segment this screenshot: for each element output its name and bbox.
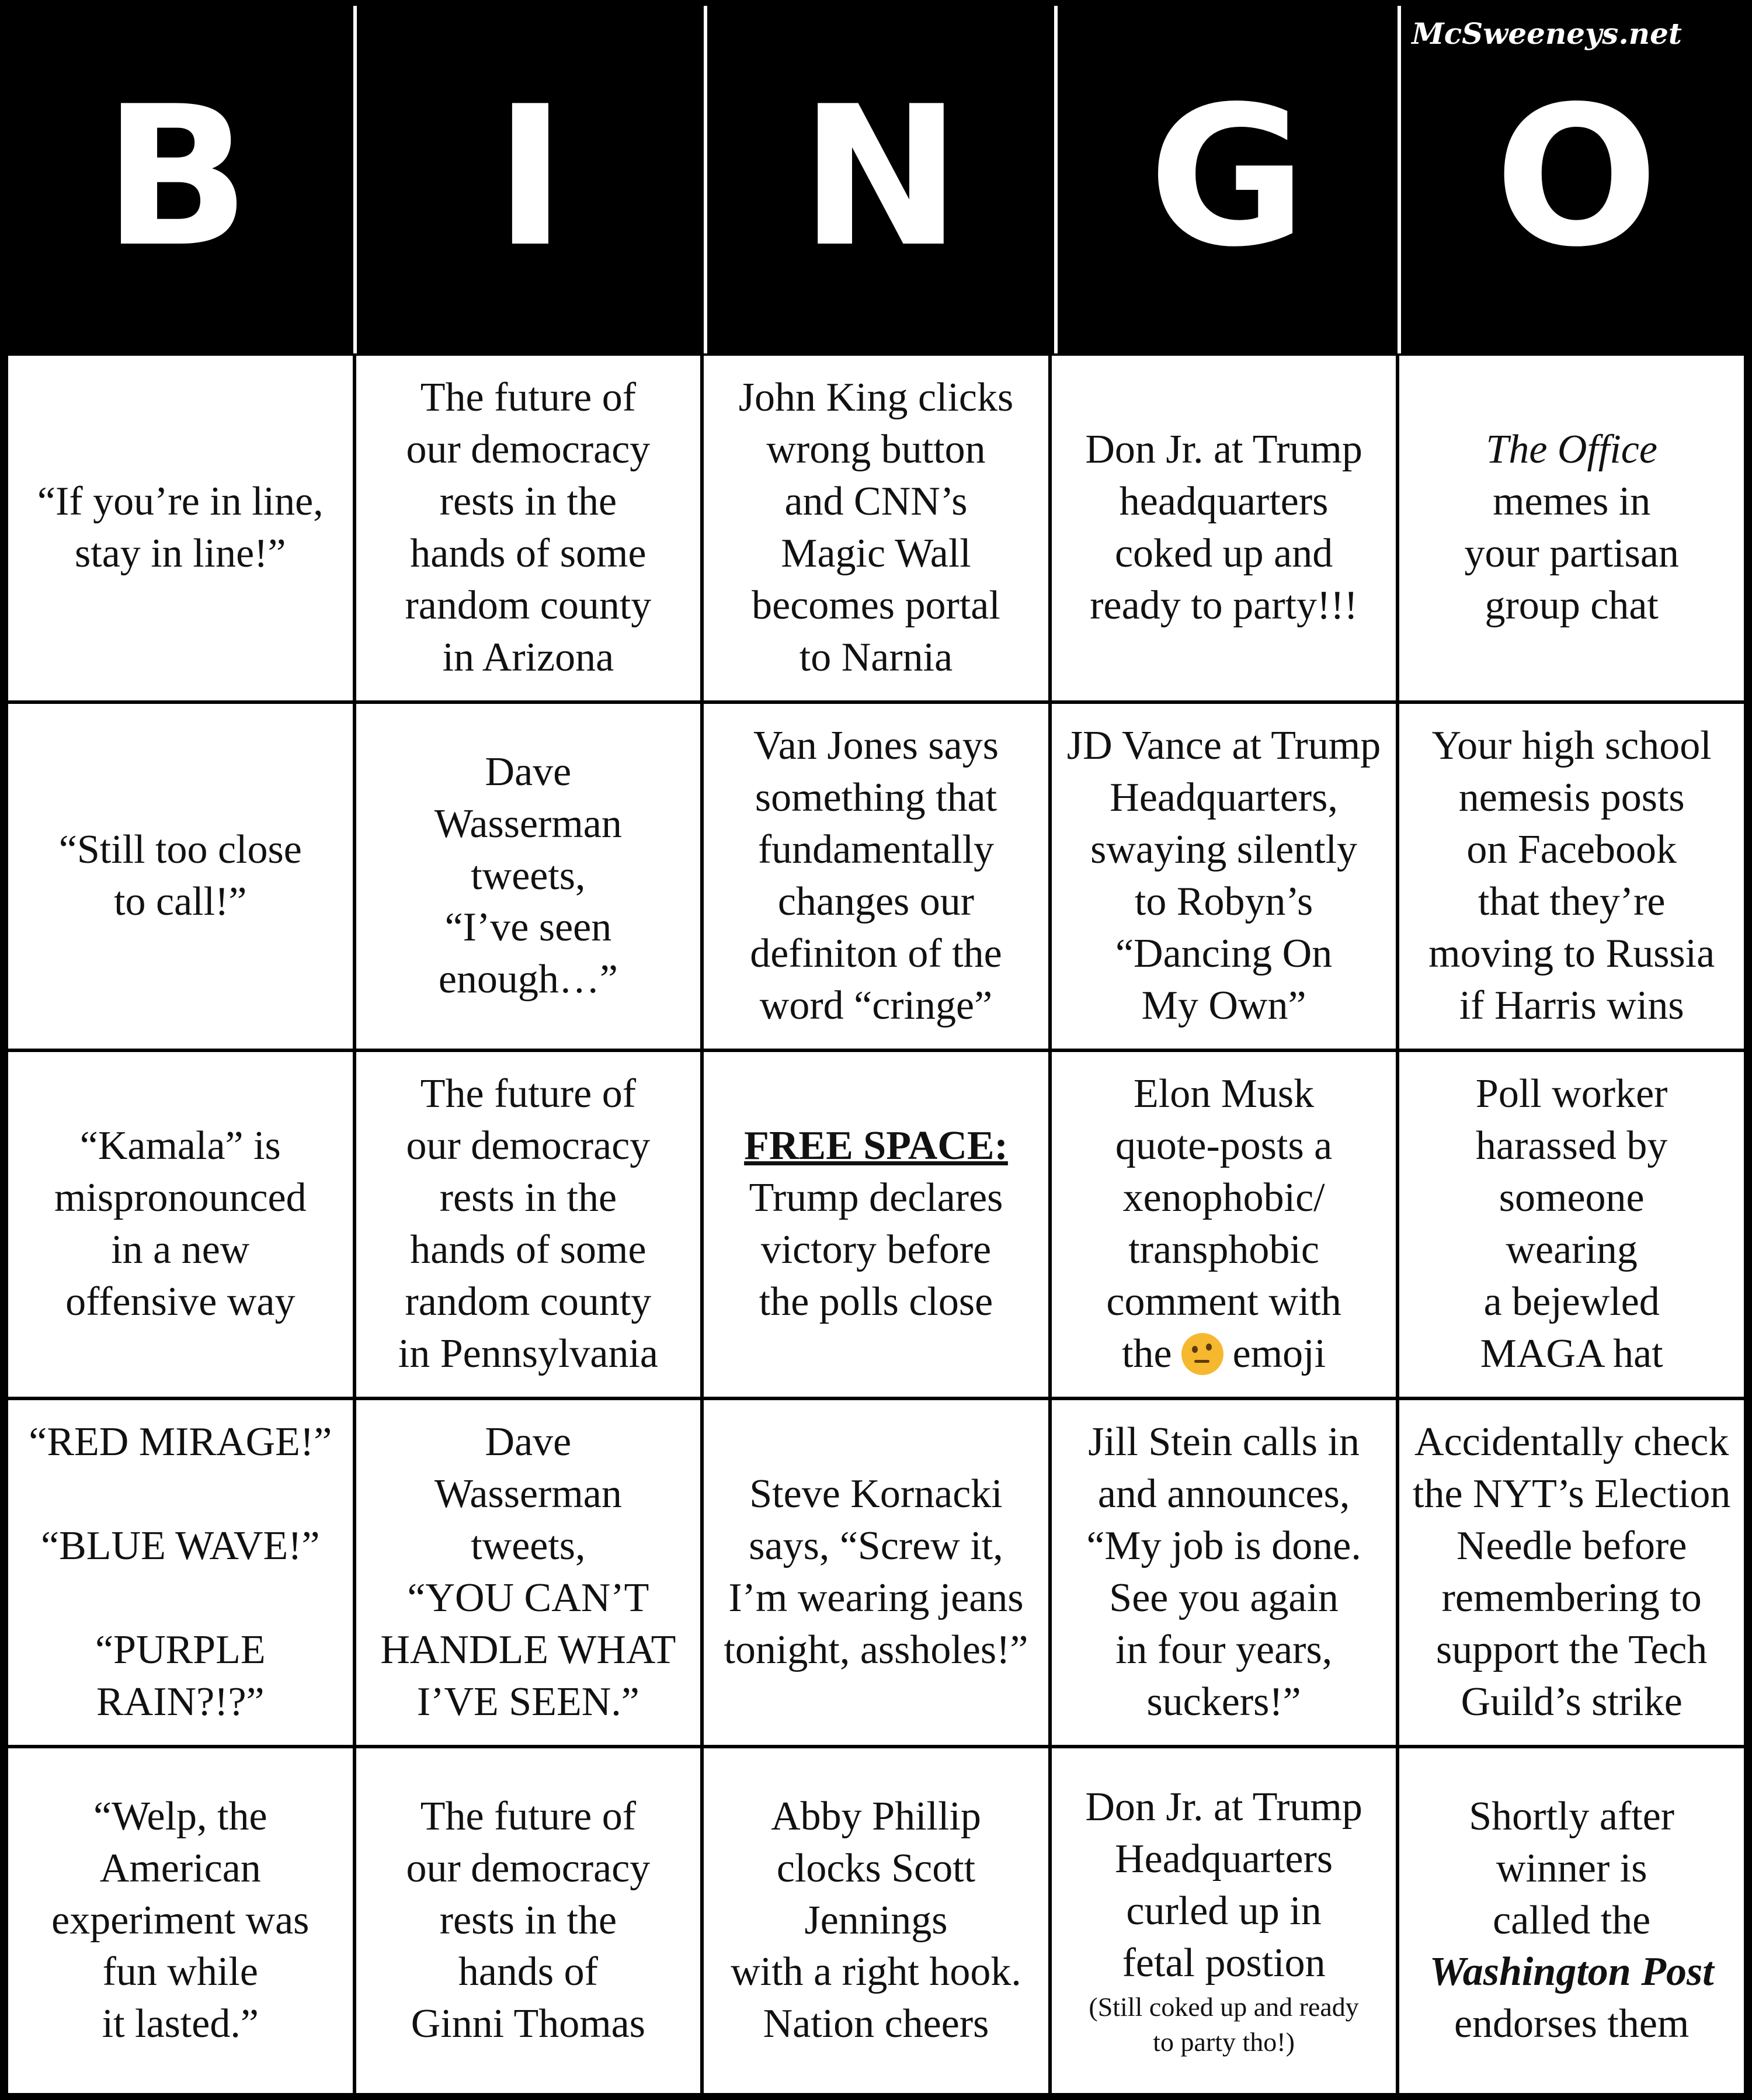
bingo-square-r4c4[interactable] — [1052, 1400, 1396, 1745]
cell-line: Ginni Thomas — [411, 2001, 645, 2047]
cell-line: coked up and — [1114, 531, 1333, 576]
cell-line: The future of — [420, 1793, 637, 1839]
cell-line: Wasserman — [434, 801, 622, 846]
bingo-square-r5c4[interactable] — [1052, 1748, 1396, 2093]
cell-line: stay in line!” — [75, 531, 286, 576]
cell-line: “If you’re in line, — [37, 479, 324, 525]
cell-line: (Still coked up and ready — [1089, 1991, 1359, 2022]
cell-line: endorses them — [1454, 2001, 1690, 2047]
cell-line: Abby Phillip — [771, 1793, 981, 1839]
cell-line: word “cringe” — [759, 983, 993, 1028]
cell-line: rests in the — [439, 479, 617, 525]
cell-line: Accidentally check — [1414, 1419, 1729, 1465]
cell-line: Your high school — [1431, 723, 1712, 769]
bingo-square-r4c1[interactable] — [8, 1400, 353, 1745]
cell-line: changes our — [777, 879, 975, 924]
letter-o: O — [1494, 64, 1659, 289]
cell-line: something that — [755, 775, 997, 821]
cell-line: support the Tech — [1436, 1627, 1708, 1672]
cell-line: wrong button — [766, 427, 986, 473]
bingo-square-r2c5[interactable] — [1399, 704, 1744, 1049]
cell-line: swaying silently — [1090, 827, 1358, 873]
cell-line: the NYT’s Election — [1413, 1471, 1731, 1517]
cell-line: Van Jones says — [753, 723, 999, 769]
bingo-square-r5c2[interactable] — [356, 1748, 701, 2093]
cell-line: quote-posts a — [1115, 1123, 1333, 1169]
cell-line: Jennings — [804, 1897, 948, 1943]
cell-line: with a right hook. — [731, 1949, 1021, 1995]
cell-line: that they’re — [1478, 879, 1666, 924]
cell-line: and CNN’s — [784, 479, 968, 525]
cell-line: curled up in — [1126, 1889, 1322, 1934]
cell-line: Don Jr. at Trump — [1085, 427, 1362, 473]
bingo-header — [0, 0, 1752, 353]
cell-line: enough…” — [438, 957, 618, 1002]
cell-line: in a new — [111, 1227, 250, 1272]
cell-line: definiton of the — [750, 931, 1002, 976]
newspaper-title: Washington Post — [1429, 1949, 1714, 1995]
cell-line: in Arizona — [442, 634, 614, 680]
bingo-square-r5c3[interactable] — [704, 1748, 1048, 2093]
bingo-square-r2c1[interactable] — [8, 704, 353, 1049]
cell-line: tweets, — [471, 853, 586, 898]
cell-line: our democracy — [406, 1845, 651, 1891]
cell-line: “PURPLE — [95, 1627, 266, 1672]
bingo-square-r3c4[interactable]: Elon Musk quote-posts a xenophobic/ transphobic comment with the emoji — [1052, 1052, 1396, 1397]
cell-line: I’VE SEEN.” — [416, 1679, 639, 1724]
bingo-square-r5c1[interactable] — [8, 1748, 353, 2093]
cell-line: “Still too close — [58, 827, 302, 873]
cell-line: Don Jr. at Trump — [1085, 1785, 1362, 1830]
cell-line: John King clicks — [738, 375, 1014, 421]
cell-line: “Kamala” is — [79, 1123, 281, 1169]
cell-line: headquarters — [1119, 479, 1329, 525]
cell-line: experiment was — [51, 1897, 310, 1943]
cell-line: tweets, — [471, 1523, 586, 1569]
bingo-square-r3c1[interactable] — [8, 1052, 353, 1397]
cell-line: offensive way — [65, 1279, 296, 1324]
cell-line: Wasserman — [434, 1471, 622, 1517]
cell-line — [29, 1469, 332, 1521]
watermark: McSweeneys.net — [1412, 16, 1682, 51]
cell-line: suckers!” — [1146, 1679, 1301, 1724]
cell-line: ready to party!!! — [1090, 582, 1358, 628]
cell-line: to Robyn’s — [1134, 879, 1313, 924]
cell-line: My Own” — [1141, 983, 1306, 1028]
cell-line: Needle before — [1456, 1523, 1687, 1569]
cell-line: See you again — [1109, 1575, 1339, 1620]
bingo-square-r3c5[interactable] — [1399, 1052, 1744, 1397]
letter-i: I — [494, 64, 566, 289]
show-title: The Office — [1486, 427, 1657, 473]
cell-line: rests in the — [439, 1897, 617, 1943]
cell-line: Trump declares — [749, 1175, 1003, 1221]
cell-line: wearing — [1506, 1227, 1638, 1272]
bingo-square-r1c4[interactable] — [1052, 356, 1396, 700]
cell-line: Poll worker — [1475, 1071, 1668, 1117]
cell-line: our democracy — [406, 1123, 651, 1169]
cell-line: I’m wearing jeans — [728, 1575, 1024, 1620]
cell-line: tonight, assholes!” — [724, 1627, 1028, 1672]
cell-line: Shortly after — [1469, 1793, 1675, 1839]
bingo-square-r5c5[interactable] — [1399, 1748, 1744, 2093]
cell-line: hands of some — [410, 1227, 646, 1272]
cell-line: someone — [1499, 1175, 1645, 1221]
cell-line: the polls close — [759, 1279, 993, 1324]
cell-line: RAIN?!?” — [96, 1679, 265, 1724]
bingo-square-r2c2[interactable] — [356, 704, 701, 1049]
cell-line: Elon Musk — [1133, 1071, 1315, 1117]
cell-line: Headquarters, — [1110, 775, 1338, 821]
cell-line: winner is — [1496, 1845, 1647, 1891]
cell-line: transphobic — [1128, 1227, 1319, 1272]
cell-line: hands of some — [410, 531, 646, 576]
free-space-heading: FREE SPACE: — [744, 1123, 1008, 1169]
cell-line: “Welp, the — [93, 1793, 267, 1839]
cell-line: “BLUE WAVE!” — [41, 1523, 320, 1569]
cell-line: on Facebook — [1466, 827, 1677, 873]
bingo-square-free-space[interactable] — [704, 1052, 1048, 1397]
cell-line: in Pennsylvania — [398, 1331, 658, 1376]
cell-line: Steve Kornacki — [749, 1471, 1003, 1517]
cell-line: Nation cheers — [763, 2001, 989, 2047]
cell-line: JD Vance at Trump — [1066, 723, 1381, 769]
bingo-square-r2c4[interactable] — [1052, 704, 1396, 1049]
bingo-square-r4c5[interactable] — [1399, 1400, 1744, 1745]
bingo-grid — [8, 356, 1744, 2093]
cell-line: Dave — [485, 749, 572, 794]
cell-line: nemesis posts — [1458, 775, 1685, 821]
bingo-square-r2c3[interactable] — [704, 704, 1048, 1049]
cell-line: The future of — [420, 375, 637, 421]
cell-line: if Harris wins — [1459, 983, 1684, 1028]
cell-line: your partisan — [1464, 531, 1679, 576]
cell-line: rests in the — [439, 1175, 617, 1221]
cell-line: random county — [405, 582, 652, 628]
cell-line: Dave — [485, 1419, 572, 1465]
cell-line: becomes portal — [752, 582, 1000, 628]
letter-b: B — [103, 64, 251, 289]
cell-line: clocks Scott — [776, 1845, 976, 1891]
cell-line: mispronounced — [54, 1175, 307, 1221]
cell-line: it lasted.” — [102, 2001, 259, 2047]
cell-line: The future of — [420, 1071, 637, 1117]
cell-line: and announces, — [1097, 1471, 1350, 1517]
cell-line: to call!” — [114, 879, 247, 924]
bingo-square-r1c3[interactable] — [704, 356, 1048, 700]
bingo-square-r1c5[interactable] — [1399, 356, 1744, 700]
letter-n: N — [799, 64, 962, 289]
cell-line: “Dancing On — [1115, 931, 1333, 976]
cell-line: “YOU CAN’T — [407, 1575, 649, 1620]
cell-line: moving to Russia — [1428, 931, 1715, 976]
bingo-square-r1c2[interactable] — [356, 356, 701, 700]
cell-line: MAGA hat — [1480, 1331, 1663, 1376]
cell-line: remembering to — [1441, 1575, 1702, 1620]
cell-line: victory before — [760, 1227, 992, 1272]
thinking-face-emoji-icon — [1181, 1333, 1223, 1375]
cell-line: fetal postion — [1122, 1941, 1326, 1986]
cell-line: fundamentally — [757, 827, 995, 873]
cell-line: memes in — [1493, 479, 1651, 525]
cell-line: Magic Wall — [781, 531, 971, 576]
cell-line: HANDLE WHAT — [380, 1627, 676, 1672]
cell-line: xenophobic/ — [1122, 1175, 1325, 1221]
cell-line: a bejewled — [1483, 1279, 1660, 1324]
cell-line: “RED MIRAGE!” — [29, 1419, 332, 1465]
cell-line: Headquarters — [1115, 1837, 1333, 1882]
bingo-square-r4c3[interactable] — [704, 1400, 1048, 1745]
cell-line: called the — [1493, 1897, 1651, 1943]
cell-line: to Narnia — [799, 634, 953, 680]
cell-line: comment with — [1106, 1279, 1341, 1324]
bingo-square-r3c2[interactable] — [356, 1052, 701, 1397]
letter-g: G — [1148, 64, 1307, 289]
small-note — [1085, 1990, 1362, 2060]
cell-line: harassed by — [1475, 1123, 1668, 1169]
bingo-square-r4c2[interactable] — [356, 1400, 701, 1745]
bingo-square-r1c1[interactable] — [8, 356, 353, 700]
cell-line: group chat — [1485, 582, 1659, 628]
cell-line: to party tho!) — [1153, 2026, 1295, 2057]
cell-line: Guild’s strike — [1461, 1679, 1683, 1724]
cell-line: American — [99, 1845, 261, 1891]
cell-line: says, “Screw it, — [749, 1523, 1003, 1569]
cell-line: “I’ve seen — [444, 905, 612, 950]
cell-line: our democracy — [406, 427, 651, 473]
cell-line: hands of — [458, 1949, 598, 1995]
cell-line: random county — [405, 1279, 652, 1324]
cell-line: “My job is done. — [1086, 1523, 1361, 1569]
cell-line: Jill Stein calls in — [1088, 1419, 1360, 1465]
cell-line — [29, 1573, 332, 1625]
cell-line: in four years, — [1115, 1627, 1333, 1672]
cell-line: fun while — [102, 1949, 258, 1995]
